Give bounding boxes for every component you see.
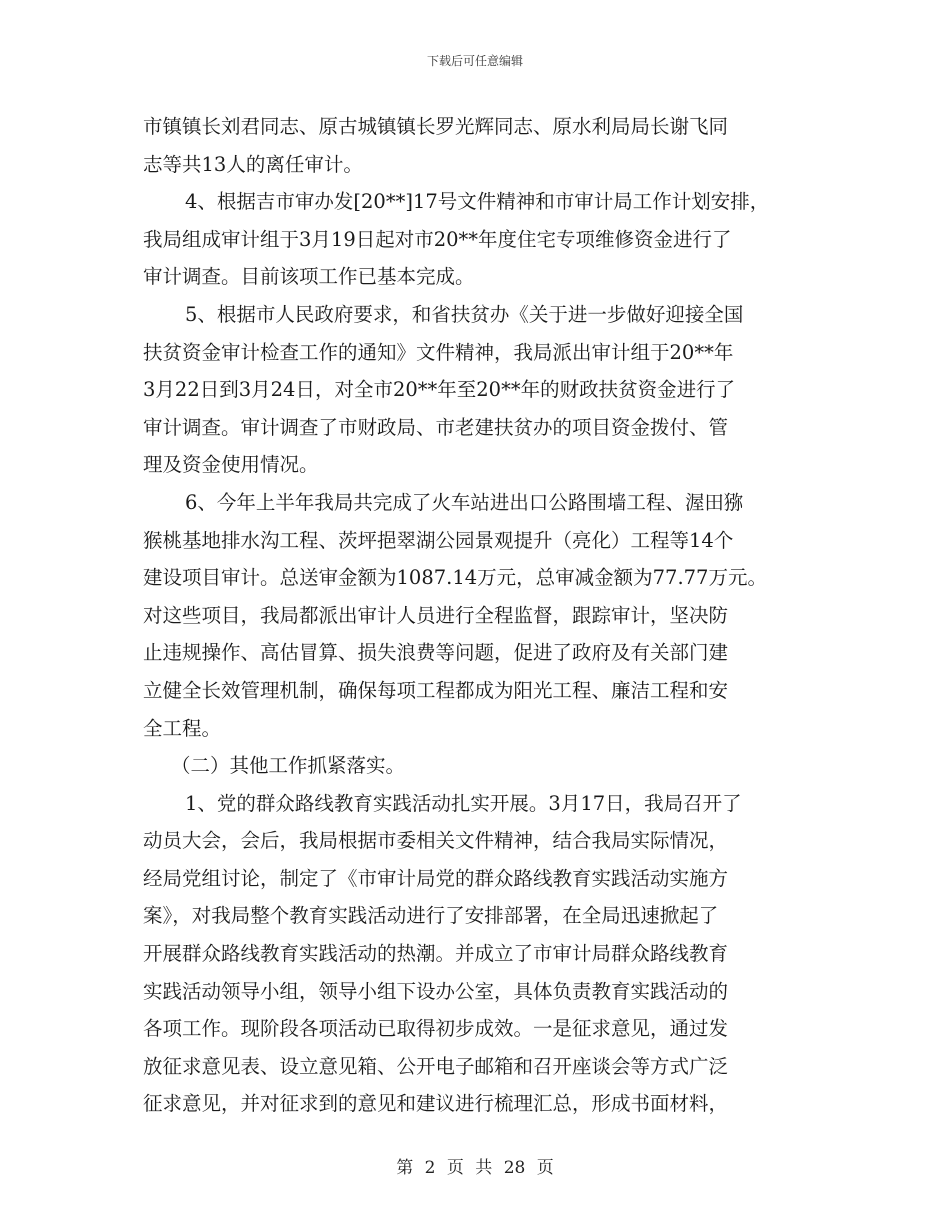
body-line: 3月22日到3月24日，对全市20**年至20**年的财政扶贫资金进行了	[143, 378, 736, 402]
page-number-footer: 第 2 页 共 28 页	[396, 1158, 554, 1178]
body-line: 止违规操作、高估冒算、损失浪费等问题，促进了政府及有关部门建	[143, 641, 729, 665]
body-line: 理及资金使用情况。	[143, 453, 319, 477]
body-line: 放征求意见表、设立意见箱、公开电子邮箱和召开座谈会等方式广泛	[143, 1054, 729, 1078]
body-line: 建设项目审计。总送审金额为1087.14万元，总审减金额为77.77万元。	[143, 566, 767, 590]
section-heading: （二）其他工作抓紧落实。	[171, 754, 406, 778]
body-line: 全工程。	[143, 716, 222, 740]
body-line: 开展群众路线教育实践活动的热潮。并成立了市审计局群众路线教育	[143, 942, 729, 966]
page-header: 下载后可任意编辑	[426, 54, 523, 68]
paragraph-item-4: 4、根据吉市审办发[20**]17号文件精神和市审计局工作计划安排，	[185, 190, 770, 214]
body-line: 各项工作。现阶段各项活动已取得初步成效。一是征求意见，通过发	[143, 1017, 729, 1041]
body-line: 动员大会，会后，我局根据市委相关文件精神，结合我局实际情况，	[143, 829, 729, 853]
body-line: 市镇镇长刘君同志、原古城镇镇长罗光辉同志、原水利局局长谢飞同	[143, 115, 729, 138]
body-line: 经局党组讨论，制定了《市审计局党的群众路线教育实践活动实施方	[143, 866, 729, 890]
body-line: 我局组成审计组于3月19日起对市20**年度住宅专项维修资金进行了	[143, 227, 732, 251]
document-body	[143, 108, 823, 1123]
body-line: 立健全长效管理机制，确保每项工程都成为阳光工程、廉洁工程和安	[143, 678, 729, 702]
body-line: 扶贫资金审计检查工作的通知》文件精神，我局派出审计组于20**年	[143, 340, 734, 364]
body-line: 审计调查。审计调查了市财政局、市老建扶贫办的项目资金拨付、管	[143, 415, 729, 439]
body-line: 征求意见，并对征求到的意见和建议进行梳理汇总，形成书面材料，	[143, 1092, 729, 1116]
body-line: 实践活动领导小组，领导小组下设办公室，具体负责教育实践活动的	[143, 979, 729, 1003]
paragraph-item-6: 6、今年上半年我局共完成了火车站进出口公路围墙工程、渥田猕	[185, 490, 744, 514]
body-line: 对这些项目，我局都派出审计人员进行全程监督，跟踪审计，坚决防	[143, 603, 729, 627]
paragraph-item-5: 5、根据市人民政府要求，和省扶贫办《关于进一步做好迎接全国	[185, 302, 744, 326]
body-line: 审计调查。目前该项工作已基本完成。	[143, 265, 475, 289]
body-line: 案》，对我局整个教育实践活动进行了安排部署，在全局迅速掀起了	[143, 904, 719, 928]
body-line: 猴桃基地排水沟工程、茨坪挹翠湖公园景观提升（亮化）工程等14个	[143, 528, 734, 552]
paragraph-item-1: 1、党的群众路线教育实践活动扎实开展。3月17日，我局召开了	[185, 791, 742, 815]
body-line: 志等共13人的离任审计。	[143, 152, 363, 176]
